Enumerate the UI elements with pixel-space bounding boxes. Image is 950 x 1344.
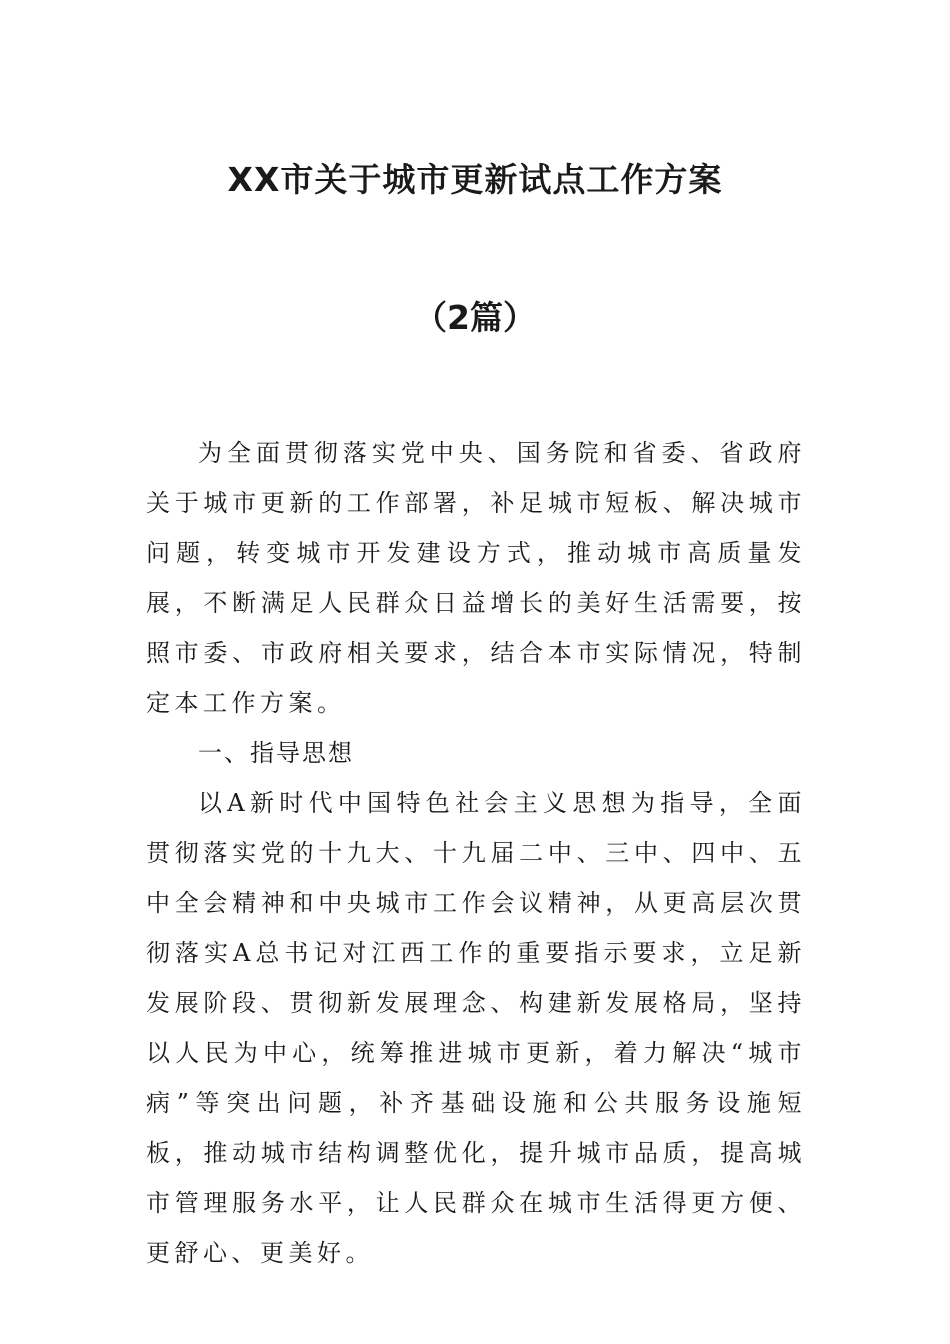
document-body (146, 428, 806, 1278)
document-title: XX市关于城市更新试点工作方案 (227, 160, 723, 199)
document-subtitle: （2篇） (414, 298, 536, 337)
intro-paragraph: 为全面贯彻落实党中央、国务院和省委、省政府关于城市更新的工作部署，补足城市短板、解决城市问题，转变城市开发建设方式，推动城市高质量发展，不断满足人民群众日益增长的美好生活需要，按照市委、市政府相关要求，结合本市实际情况，特制定本工作方案。 (146, 439, 806, 717)
guiding-ideology-paragraph: 以A新时代中国特色社会主义思想为指导，全面贯彻落实党的十九大、十九届二中、三中、四中、五中全会精神和中央城市工作会议精神，从更高层次贯彻落实A总书记对江西工作的重要指示要求，立足新发展阶段、贯彻新发展理念、构建新发展格局，坚持以人民为中心，统筹推进城市更新，着力解决“城市病”等突出问题，补齐基础设施和公共服务设施短板，推动城市结构调整优化，提升城市品质，提高城市管理服务水平，让人民群众在城市生活得更方便、更舒心、更美好。 (146, 789, 806, 1267)
section-heading-guiding-ideology: 一、指导思想 (198, 739, 354, 767)
